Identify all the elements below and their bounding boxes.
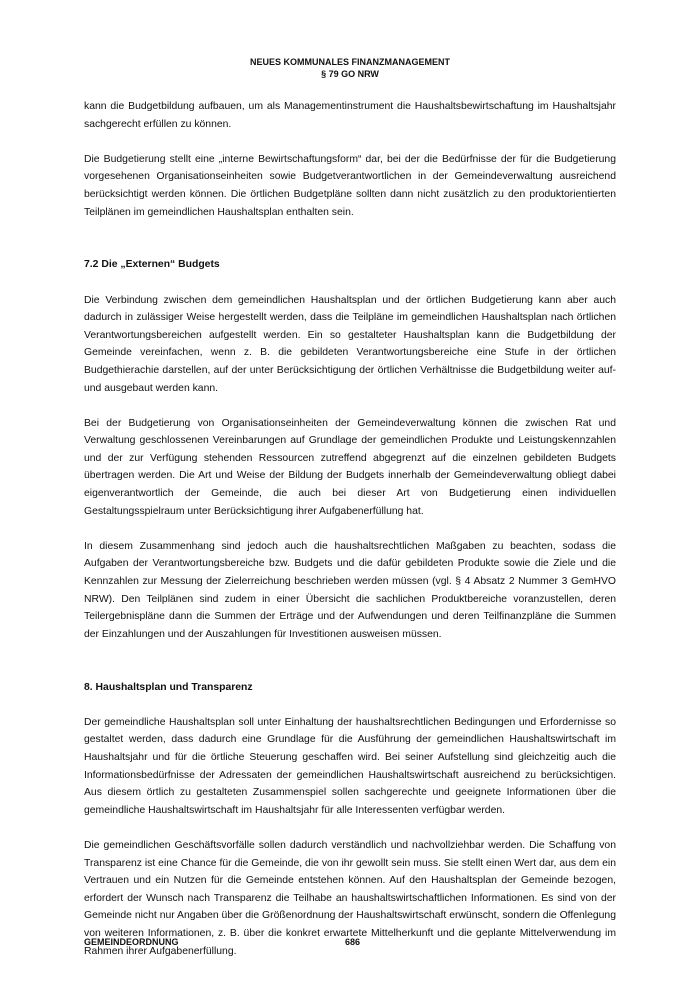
paragraph: kann die Budgetbildung aufbauen, um als Managementinstrument die Haushaltsbewirtschaftung im Haushaltsjahr sachgerecht erfüllen zu können. xyxy=(84,101,616,130)
header-subtitle: § 79 GO NRW xyxy=(321,69,379,79)
paragraph: Die Verbindung zwischen dem gemeindlichen Haushaltsplan und der örtlichen Budgetierung kann aber auch dadurch in zulässiger Weise hergestellt werden, dass die Teilpläne im gemeindlichen Haushaltsplan nach örtlichen Verantwortungsbereichen aufgestellt werden. Ein so gestalteter Haushaltsplan kann die Budgetbildung der Gemeinde vereinfachen, wenn z. B. die gebildeten Verantwortungsbereiche eine Stufe in der örtlichen Budgethierachie darstellen, auf der unter Berücksichtigung der örtlichen Verhältnisse die Budgetbildung weiter auf- und ausgebaut werden kann. xyxy=(84,294,616,394)
paragraph: Die Budgetierung stellt eine „interne Bewirtschaftungsform“ dar, bei der die Bedürfnisse der für die Budgetierung vorgesehenen Organisationseinheiten sowie Budgetverantwortlichen in der Gemeindeverwaltung ausreichend berücksichtigt werden können. Die örtlichen Budgetpläne sollten dann nicht zusätzlich zu den produktorientierten Teilplänen im gemeindlichen Haushaltsplan enthalten sein. xyxy=(84,153,616,218)
section-heading: 8. Haushaltsplan und Transparenz xyxy=(84,681,253,693)
paragraph: In diesem Zusammenhang sind jedoch auch die haushaltsrechtlichen Maßgaben zu beachten, sodass die Aufgaben der Verantwortungsbereiche bzw. Budgets und die dafür gebildeten Produkte sowie die Ziele und die Kennzahlen zur Messung der Zielerreichung beschrieben werden müssen (vgl. § 4 Absatz 2 Nummer 3 GemHVO NRW). Den Teilplänen sind zudem in einer Übersicht die sachlichen Produktbereiche voranzustellen, deren Teilergebnispläne dann die Summen der Erträge und der Aufwendungen und deren Teilfinanzpläne die Summen der Einzahlungen und der Auszahlungen für Investitionen ausweisen müssen. xyxy=(84,540,616,640)
paragraph: Bei der Budgetierung von Organisationseinheiten der Gemeindeverwaltung können die zwischen Rat und Verwaltung geschlossenen Vereinbarungen auf Grundlage der gemeindlichen Produkte und Leistungskennzahlen und der zur Verfügung stehenden Ressourcen zutreffend abgegrenzt auf die einzelnen gebildeten Budgets übertragen werden. Die Art und Weise der Bildung der Budgets innerhalb der Gemeindeverwaltung obliegt dabei eigenverantwortlich der Gemeinde, die auch bei dieser Art von Budgetierung einen individuellen Gestaltungsspielraum unter Berücksichtigung ihrer Aufgabenerfüllung hat. xyxy=(84,417,616,517)
header-title: NEUES KOMMUNALES FINANZMANAGEMENT xyxy=(250,57,450,67)
paragraph: Die gemeindlichen Geschäftsvorfälle sollen dadurch verständlich und nachvollziehbar werden. Die Schaffung von Transparenz ist eine Chance für die Gemeinde, die von ihr gewollt sein muss. Sie stellt einen Wert dar, aus dem ein Vertrauen und ein Nutzen für die Gemeinde entstehen können. Auf den Haushaltsplan der Gemeinde bezogen, erfordert der Wunsch nach Transparenz die Teilhabe an haushaltswirtschaftlichen Informationen. Es sind von der Gemeinde nicht nur Angaben über die Größenordnung der Haushaltswirtschaft erwünscht, sondern die Offenlegung von weiteren Informationen, z. B. über die konkret erwartete Mittelherkunft und die geplante Mittelverwendung im Rahmen ihrer Aufgabenerfüllung. xyxy=(84,839,616,957)
footer-label: GEMEINDEORDNUNG xyxy=(84,937,179,947)
page-header xyxy=(0,56,700,80)
document-body xyxy=(84,98,616,960)
paragraph: Der gemeindliche Haushaltsplan soll unter Einhaltung der haushaltsrechtlichen Bedingungen und Erfordernisse so gestaltet werden, dass dadurch eine Grundlage für die Ausführung der gemeindlichen Haushaltswirtschaft im Haushaltsjahr und für die örtliche Steuerung geschaffen wird. Bei seiner Aufstellung sind gleichzeitig auch die Informationsbedürfnisse der Adressaten der gemeindlichen Haushaltswirtschaft ausreichend zu berücksichtigen. Aus diesem örtlich zu gestalteten Zusammenspiel sollen sachgerechte und geeignete Informationen über die gemeindliche Haushaltswirtschaft im Haushaltsjahr für alle Interessenten verfügbar werden. xyxy=(84,716,616,816)
page-number: 686 xyxy=(345,937,361,947)
section-heading: 7.2 Die „Externen“ Budgets xyxy=(84,259,220,271)
